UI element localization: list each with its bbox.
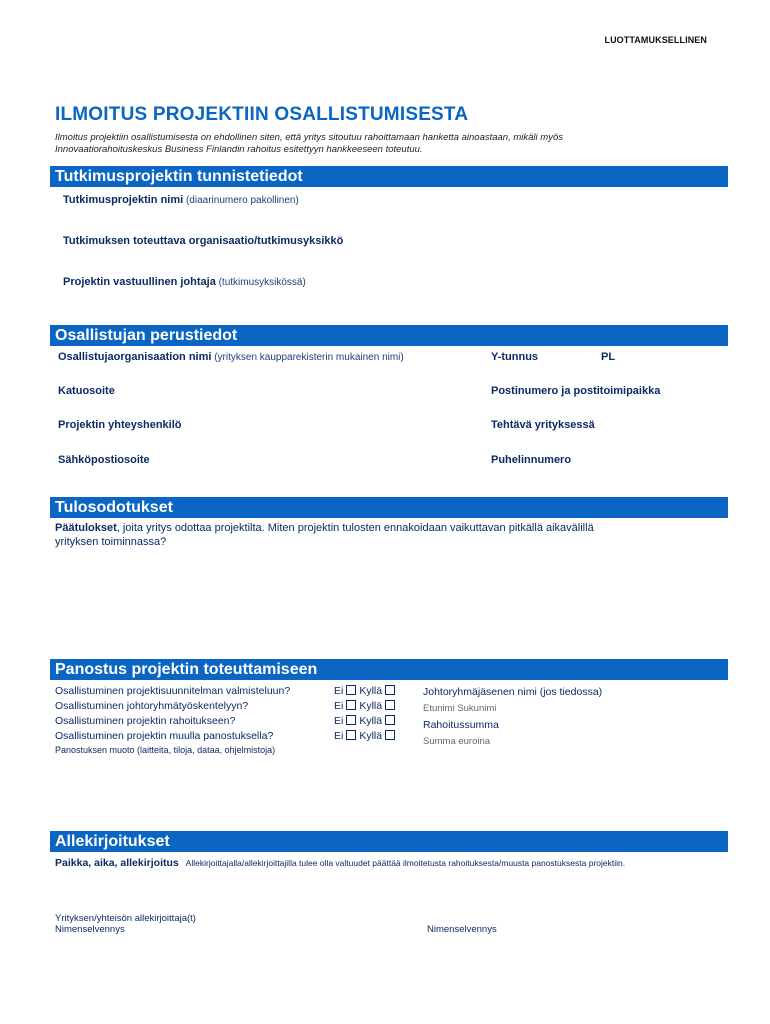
signature-field[interactable] (55, 857, 625, 869)
research-org-label: Tutkimuksen toteuttava organisaatio/tutkimusyksikkö (63, 235, 344, 247)
section-heading-contribution: Panostus projektin toteuttamiseen (50, 659, 728, 680)
yes-label: Kyllä (359, 715, 383, 727)
intro-line-2: Innovaatiorahoituskeskus Business Finlandin rahoitus esitettyyn hankkeeseen toteutuu. (55, 144, 423, 155)
expected-results-field[interactable] (55, 521, 695, 549)
question-2: Osallistuminen johtoryhmätyöskentelyyn? (55, 700, 249, 712)
business-id-field[interactable] (491, 351, 538, 363)
job-role-field[interactable] (491, 419, 595, 431)
no-checkbox[interactable] (346, 700, 356, 710)
checkbox-row-1 (334, 685, 398, 697)
contribution-form-label: Panostuksen muoto (laitteita, tiloja, dataa, ohjelmistoja) (55, 745, 276, 755)
postal-field[interactable] (491, 385, 660, 397)
project-lead-field[interactable] (63, 276, 306, 288)
question-4: Osallistuminen projektin muulla panostuksella? (55, 730, 274, 742)
question-3: Osallistuminen projektin rahoitukseen? (55, 715, 236, 727)
job-role-label: Tehtävä yrityksessä (491, 419, 595, 431)
yes-label: Kyllä (359, 730, 383, 742)
contact-person-field[interactable] (58, 419, 181, 431)
board-member-label: Johtoryhmäjäsenen nimi (jos tiedossa) (423, 686, 603, 698)
research-org-field[interactable] (63, 235, 343, 247)
section-heading-expected-results: Tulosodotukset (50, 497, 728, 518)
yes-checkbox[interactable] (385, 700, 395, 710)
confidential-label: LUOTTAMUKSELLINEN (604, 35, 707, 45)
document-title: ILMOITUS PROJEKTIIN OSALLISTUMISESTA (55, 104, 469, 125)
no-label: Ei (334, 685, 344, 697)
participant-org-sublabel: (yrityksen kaupparekisterin mukainen nimi) (211, 352, 404, 363)
funding-amount-label: Rahoitussumma (423, 719, 499, 731)
expected-results-line-2: yrityksen toiminnassa? (55, 536, 167, 548)
participant-org-field[interactable] (58, 351, 404, 363)
no-checkbox[interactable] (346, 685, 356, 695)
intro-line-1: Ilmoitus projektiin osallistumisesta on ehdollinen siten, että yritys sitoutuu rahoittamaan hanketta ainoastaan, mikäli myös (55, 132, 563, 143)
funding-amount-input[interactable]: Summa euroina (423, 736, 491, 747)
checkbox-row-2 (334, 700, 398, 712)
question-1: Osallistuminen projektisuunnitelman valmisteluun? (55, 685, 291, 697)
postal-label: Postinumero ja postitoimipaikka (491, 385, 661, 397)
no-checkbox[interactable] (346, 730, 356, 740)
checkbox-row-4 (334, 730, 398, 742)
street-address-label: Katuosoite (58, 385, 115, 397)
no-label: Ei (334, 715, 344, 727)
contact-person-label: Projektin yhteyshenkilö (58, 419, 182, 431)
project-lead-sublabel: (tutkimusyksikössä) (215, 277, 306, 288)
business-id-label: Y-tunnus (491, 351, 539, 363)
pl-field[interactable] (601, 351, 615, 363)
phone-label: Puhelinnumero (491, 454, 572, 466)
signature-authority-note: Allekirjoittajalla/allekirjoittajilla tulee olla valtuudet päättää ilmoitetusta rahoituksesta/muusta panostuksesta projektiin. (185, 858, 626, 868)
email-label: Sähköpostiosoite (58, 454, 150, 466)
intro-text (55, 132, 655, 156)
board-member-input[interactable]: Etunimi Sukunimi (423, 703, 497, 714)
no-label: Ei (334, 730, 344, 742)
section-heading-participant-info: Osallistujan perustiedot (50, 325, 728, 346)
place-date-signature-label: Paikka, aika, allekirjoitus (55, 857, 179, 869)
no-label: Ei (334, 700, 344, 712)
checkbox-row-3 (334, 715, 398, 727)
project-name-label: Tutkimusprojektin nimi (63, 194, 184, 206)
project-name-field[interactable] (63, 194, 299, 206)
no-checkbox[interactable] (346, 715, 356, 725)
phone-field[interactable] (491, 454, 571, 466)
main-results-bold: Päätulokset (55, 522, 117, 534)
name-clarification-left[interactable]: Nimenselvennys (55, 924, 125, 935)
yes-checkbox[interactable] (385, 730, 395, 740)
yes-checkbox[interactable] (385, 685, 395, 695)
yes-label: Kyllä (359, 700, 383, 712)
yes-label: Kyllä (359, 685, 383, 697)
name-clarification-right[interactable]: Nimenselvennys (427, 924, 497, 935)
section-heading-signatures: Allekirjoitukset (50, 831, 728, 852)
project-lead-label: Projektin vastuullinen johtaja (63, 276, 216, 288)
street-address-field[interactable] (58, 385, 115, 397)
section-heading-project-identification: Tutkimusprojektin tunnistetiedot (50, 166, 728, 187)
project-name-sublabel: (diaarinumero pakollinen) (183, 195, 299, 206)
pl-label: PL (601, 351, 616, 363)
signer-label: Yrityksen/yhteisön allekirjoittaja(t) (55, 913, 196, 924)
yes-checkbox[interactable] (385, 715, 395, 725)
email-field[interactable] (58, 454, 150, 466)
expected-results-line-1: , joita yritys odottaa projektilta. Miten projektin tulosten ennakoidaan vaikuttavan pitkällä aikavälillä (116, 522, 594, 534)
participant-org-label: Osallistujaorganisaation nimi (58, 351, 212, 363)
